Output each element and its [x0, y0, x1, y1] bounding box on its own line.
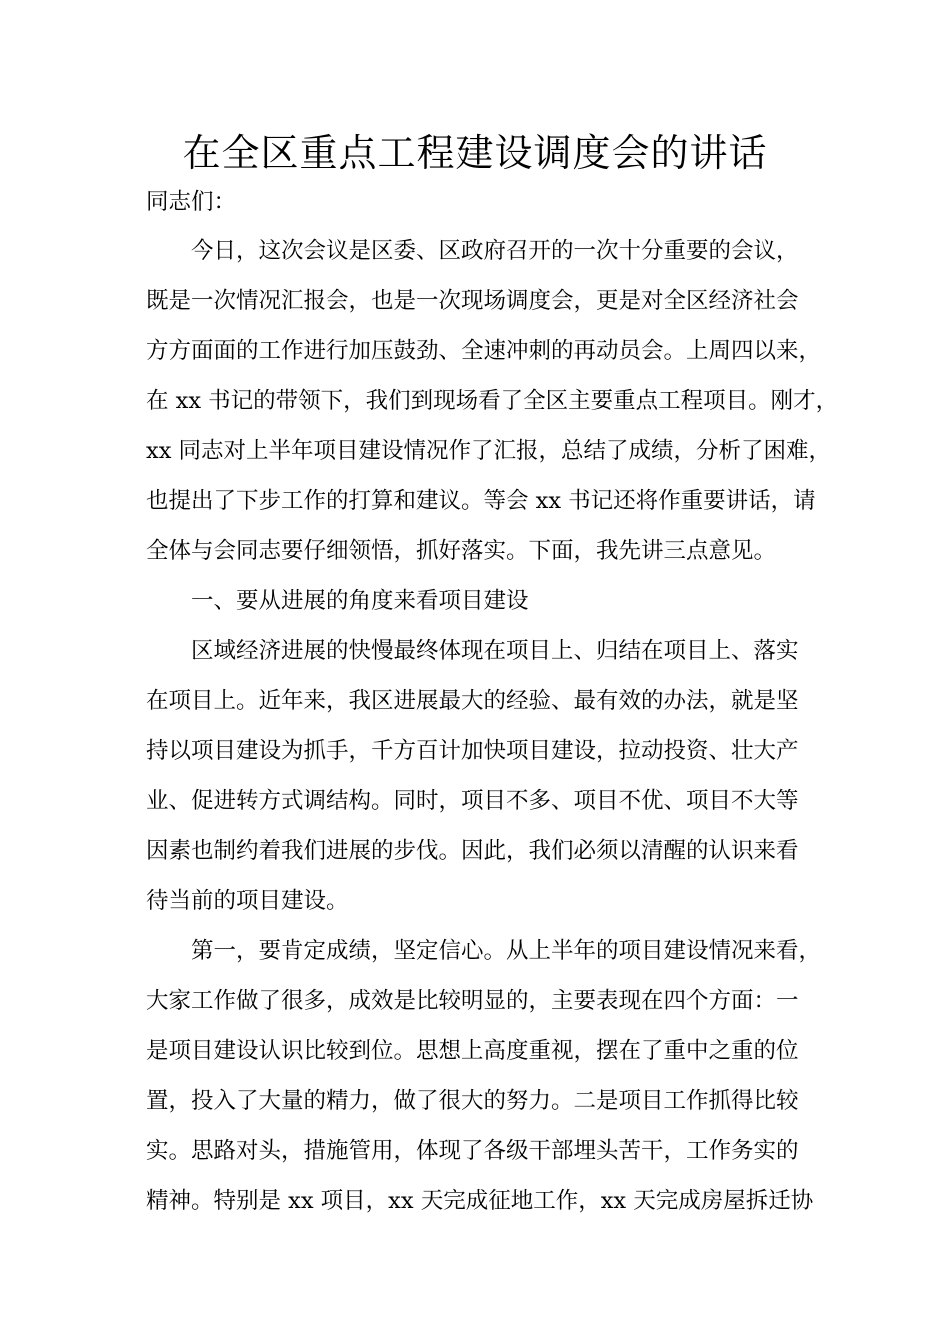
paragraph-1-line-4: 在 xx 书记的带领下，我们到现场看了全区主要重点工程项目。刚才， [146, 388, 839, 414]
paragraph-3-line-1: 第一，要肯定成绩，坚定信心。从上半年的项目建设情况来看， [191, 938, 822, 964]
paragraph-3-line-3: 是项目建设认识比较到位。思想上高度重视，摆在了重中之重的位 [146, 1038, 799, 1064]
paragraph-3-line-2: 大家工作做了很多，成效是比较明显的，主要表现在四个方面：一 [146, 988, 799, 1014]
paragraph-1-line-2: 既是一次情况汇报会，也是一次现场调度会，更是对全区经济社会 [146, 288, 799, 314]
paragraph-1-line-1: 今日，这次会议是区委、区政府召开的一次十分重要的会议， [191, 238, 799, 264]
paragraph-1-line-7: 全体与会同志要仔细领悟，抓好落实。下面，我先讲三点意见。 [146, 538, 777, 564]
paragraph-1-line-6: 也提出了下步工作的打算和建议。等会 xx 书记还将作重要讲话，请 [146, 488, 816, 514]
paragraph-2-line-6: 待当前的项目建设。 [146, 888, 349, 914]
document-title: 在全区重点工程建设调度会的讲话 [182, 131, 768, 175]
paragraph-1-line-3: 方方面面的工作进行加压鼓劲、全速冲刺的再动员会。上周四以来， [146, 338, 822, 364]
paragraph-3-line-5: 实。思路对头，措施管用，体现了各级干部埋头苦干，工作务实的 [146, 1138, 799, 1164]
paragraph-2-line-5: 因素也制约着我们进展的步伐。因此，我们必须以清醒的认识来看 [146, 838, 799, 864]
section-heading-1: 一、要从进展的角度来看项目建设 [191, 588, 529, 614]
paragraph-3-line-4: 置，投入了大量的精力，做了很大的努力。二是项目工作抓得比较 [146, 1088, 799, 1114]
paragraph-2-line-4: 业、促进转方式调结构。同时，项目不多、项目不优、项目不大等 [146, 788, 799, 814]
paragraph-2-line-1: 区域经济进展的快慢最终体现在项目上、归结在项目上、落实 [191, 638, 799, 664]
paragraph-1-line-5: xx 同志对上半年项目建设情况作了汇报，总结了成绩，分析了困难， [146, 438, 832, 464]
paragraph-2-line-2: 在项目上。近年来，我区进展最大的经验、最有效的办法，就是坚 [146, 688, 799, 714]
paragraph-2-line-3: 持以项目建设为抓手，千方百计加快项目建设，拉动投资、壮大产 [146, 738, 799, 764]
salutation-line: 同志们： [146, 189, 237, 215]
paragraph-3-line-6: 精神。特别是 xx 项目，xx 天完成征地工作，xx 天完成房屋拆迁协 [146, 1188, 814, 1214]
